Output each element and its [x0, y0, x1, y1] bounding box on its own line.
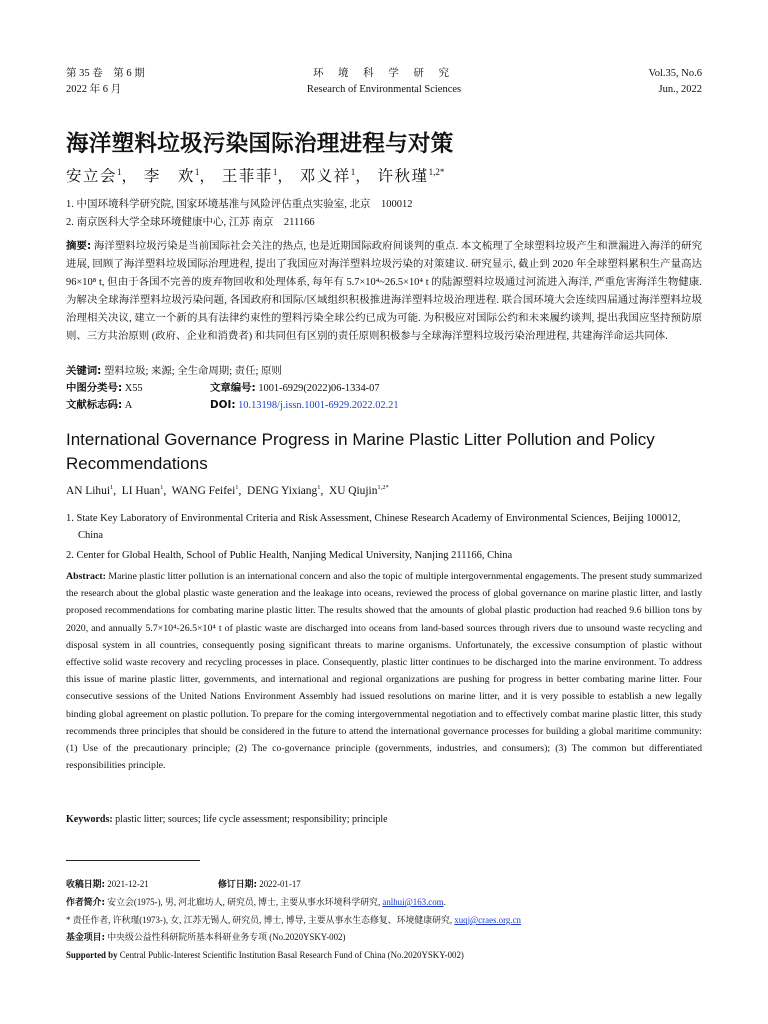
author-intro-text: 安立会(1975-), 男, 河北廊坊人, 研究员, 博士, 主要从事水环境科学研究, [107, 897, 381, 907]
article-no-value: 1001-6929(2022)06-1334-07 [258, 383, 380, 394]
corresponding-email-link[interactable]: xuqj@craes.org.cn [454, 915, 521, 925]
footnote-corresponding [66, 912, 706, 929]
en-affiliations [66, 511, 706, 569]
header-date-cn: 2022 年 6 月 [66, 84, 122, 95]
received-label: 收稿日期: [66, 880, 106, 890]
doi-label: DOI: [210, 399, 236, 411]
cn-author: 邓义祥$^1$ [299, 166, 356, 185]
received-date: 2021-12-21 [107, 879, 149, 889]
article-metadata [66, 380, 706, 414]
header-journal-name [66, 66, 702, 98]
en-author: DENG Yixiang$^1$ [247, 484, 321, 497]
cn-affiliation: 2. 南京医科大学全球环境健康中心, 江苏 南京 211166 [66, 217, 315, 228]
cn-affiliations [66, 196, 413, 232]
cn-author: 李 欢$^1$ [143, 166, 200, 185]
en-author-list: AN Lihui$^1$, LI Huan$^1$, WANG Feifei$^1$, DENG Yixiang$^1$, XU Qiujin$^{1,2*}$ [66, 484, 389, 497]
en-title: International Governance Progress in Marine Plastic Litter Pollution and Policy Recommendations [66, 430, 655, 473]
footnotes [66, 876, 706, 964]
en-affiliation: 2. Center for Global Health, School of Public Health, Nanjing Medical University, Nanjing 211166, China [66, 550, 513, 561]
revised-label: 修订日期: [218, 880, 258, 890]
en-keywords [66, 814, 388, 825]
footnote-fund-cn [66, 929, 706, 947]
supported-text: Central Public-Interest Scientific Institution Basal Research Fund of China (No.2020YSKY-002) [119, 950, 464, 960]
fund-text: 中央级公益性科研院所基本科研业务专项 (No.2020YSKY-002) [107, 932, 346, 942]
doc-code-value: A [124, 400, 133, 411]
clc-value: X55 [124, 383, 143, 394]
en-author: AN Lihui$^1$ [66, 484, 114, 497]
cn-title: 海洋塑料垃圾污染国际治理进程与对策 [66, 131, 454, 157]
supported-label: Supported by [66, 950, 118, 960]
header-journal-en: Research of Environmental Sciences [306, 84, 462, 95]
en-abstract [66, 568, 702, 774]
doi-link[interactable]: 10.13198/j.issn.1001-6929.2022.02.21 [238, 400, 399, 411]
cn-author: 安立会$^1$ [66, 166, 122, 185]
fund-label: 基金项目: [66, 933, 106, 943]
en-author: XU Qiujin$^{1,2*}$ [328, 484, 389, 497]
cn-keywords [66, 362, 282, 377]
doc-code-label: 文献标志码: [66, 399, 123, 411]
clc-label: 中图分类号: [66, 382, 123, 394]
en-abstract-text: Marine plastic litter pollution is an international concern and also the topic of multiple intergovernmental engagements. The present study summarized the research about the global plastic waste generation and the leakage into oceans, reviewed the process of global governance on marine plastic litter, and lastly proposed recommendations for combating marine plastic litter. The results showed that the amounts of global plastic production had reached 9.6 billion tons by 2020, and annually 5.7×10⁴-26.5×10⁴ t of plastic waste are discharged into oceans from land-based sources through rivers due to unsound waste recycling and disposal system in all countries, consequently posing significant threats to marine organisms. Unfortunately, the excessive consumption of plastic without effective solid waste recovery and recycling processes in place. Consequently, plastic litter continues to be discharged into the marine environment. To address this issue of marine plastic litter, governments, and international and regional organizations are pushing for progress in better combating marine litter. Four consecutive sessions of the United Nations Environment Assembly had issued resolutions on marine litter, and it is very possible to establish a new legally binding global agreement on plastic pollution. To prepare for the coming intergovernmental negotiation and to effectively combat marine plastic litter, this study recommends three principles that should be considered in the future to attend the international governance processes for building a global maritime community: (1) Use of the precautionary principle; (2) The co-governance principle (governments, industries, and consumers); (3) The common but differentiated responsibilities principle. [66, 571, 702, 772]
footnote-author-intro: 作者简介: 安立会(1975-), 男, 河北廊坊人, 研究员, 博士, 主要从事水环境科学研究, anlhui@163.com. [66, 897, 446, 908]
cn-author: 王菲菲$^1$ [221, 166, 278, 185]
en-keywords-label: Keywords: [66, 814, 113, 825]
cn-keywords-label: 关键词: [66, 365, 102, 377]
corresponding-label: * 责任作者, [66, 915, 111, 925]
cn-abstract-text: 海洋塑料垃圾污染是当前国际社会关注的热点, 也是近期国际政府间谈判的重点. 本文梳理了全球塑料垃圾产生和泄漏进入海洋的研究进展, 回顾了海洋塑料垃圾国际治理进程, 提出了我国应对海洋塑料垃圾污染的对策建议. 研究显示, 截止到 2020 年全球塑料累积生产量高达 96×10⁸ t, 但由于各国不完善的废弃物回收和处理体系, 每年有 5.7×10⁴~26.5×10⁴ t 的陆源塑料垃圾通过河流进入海洋, 严重危害海洋生物健康. 为解决全球海洋塑料垃圾污染问题, 各国政府和国际/区域组织积极推进海洋塑料垃圾治理进程. 联合国环境大会连续四届通过海洋塑料垃圾治理相关决议, 建立一个新的具有法律约束性的塑料污染全球公约已成为可能. 为积极应对国际公约和未来履约谈判, 提出我国应坚持预防原则、三方共治原则 (政府、企业和消费者) 和共同但有区别的责任原则积极参与全球海洋塑料垃圾污染治理进程, 共建海洋命运共同体. [66, 241, 703, 342]
revised-date: 2022-01-17 [259, 879, 301, 889]
cn-author-list: 安立会$^1$， 李 欢$^1$， 王菲菲$^1$， 邓义祥$^1$， 许秋瑾$^{1,2*}$ [66, 166, 445, 185]
corresponding-text: 许秋瑾(1973-), 女, 江苏无锡人, 研究员, 博士, 博导, 主要从事水生态修复、环境健康研究, [112, 915, 453, 925]
author-intro-label: 作者简介: [66, 898, 106, 908]
author-email-link[interactable]: anlhui@163.com [382, 897, 444, 907]
cn-author: 许秋瑾$^{1,2*}$ [377, 166, 445, 185]
cn-affiliation: 1. 中国环境科学研究院, 国家环境基准与风险评估重点实验室, 北京 100012 [66, 199, 413, 210]
header-volume-info-en [649, 66, 702, 98]
header-volume-en: Vol.35, No.6 [648, 68, 702, 79]
footnote-divider [66, 860, 200, 861]
footnote-dates [66, 876, 706, 894]
article-no-label: 文章编号: [210, 382, 256, 394]
en-author: LI Huan$^1$ [121, 484, 164, 497]
en-abstract-label: Abstract: [66, 571, 106, 582]
cn-abstract [66, 237, 702, 346]
en-affiliation: 1. State Key Laboratory of Environmental Criteria and Risk Assessment, Chinese Research Academy of Environmental Sciences, Beijing 100012, China [66, 513, 681, 541]
footnote-fund-en [66, 947, 706, 964]
cn-abstract-label: 摘要: [66, 240, 92, 252]
running-header [66, 66, 702, 100]
header-journal-cn: 环 境 科 学 研 究 [312, 68, 456, 79]
cn-keywords-text: 塑料垃圾; 来源; 全生命周期; 责任; 原则 [103, 366, 282, 377]
header-date-en: Jun., 2022 [658, 84, 702, 95]
en-author: WANG Feifei$^1$ [171, 484, 239, 497]
header-volume-cn: 第 35 卷 第 6 期 [66, 68, 145, 79]
en-keywords-text: plastic litter; sources; life cycle assessment; responsibility; principle [115, 814, 388, 825]
